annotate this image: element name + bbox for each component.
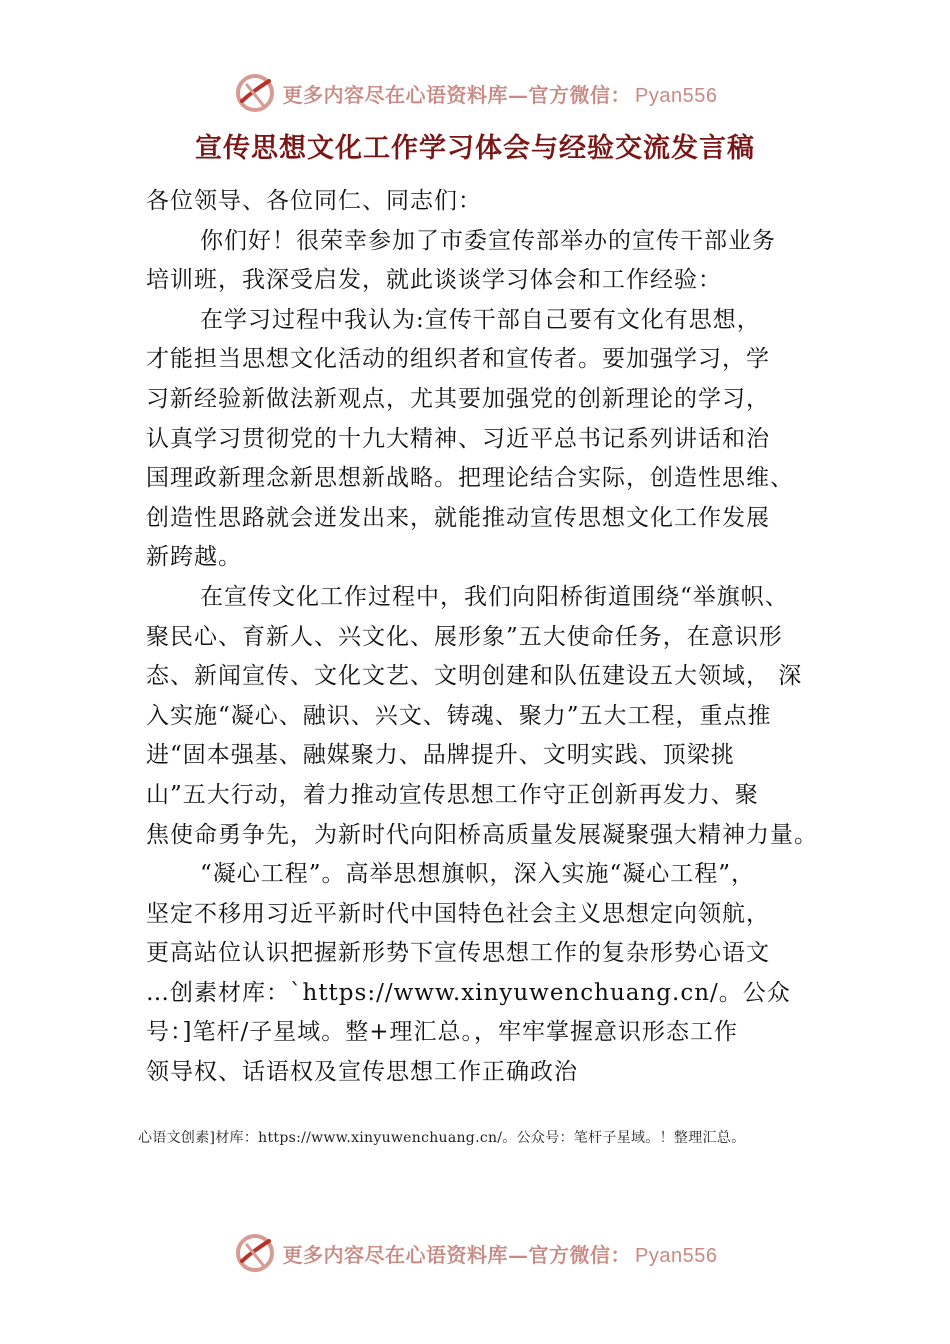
header-banner <box>0 68 950 118</box>
body-line: 更高站位认识把握新形势下宣传思想工作的复杂形势心语文 <box>146 940 770 967</box>
body-line: 你们好！很荣幸参加了市委宣传部举办的宣传干部业务 <box>200 227 776 254</box>
page-title: 宣传思想文化工作学习体会与经验交流发言稿 <box>195 133 755 164</box>
body-line: 新跨越。 <box>146 544 242 571</box>
body-line: 在宣传文化工作过程中，我们向阳桥街道围绕“举旗帜、 <box>200 583 789 610</box>
body-line: 各位领导、各位同仁、同志们： <box>146 188 482 214</box>
brush-logo-icon <box>233 71 277 115</box>
footnote-text: 心语文创素]材库：https://www.xinyuwenchuang.cn/。公众号：笔杆子星域。！整理汇总。 <box>138 1130 746 1146</box>
body-line: 才能担当思想文化活动的组织者和宣传者。要加强学习，学 <box>146 346 770 373</box>
document-body <box>146 182 846 1093</box>
body-line: 态、新闻宣传、文化文艺、文明创建和队伍建设五大领域， 深 <box>146 663 803 690</box>
body-line: 焦使命勇争先，为新时代向阳桥高质量发展凝聚强大精神力量。 <box>146 821 818 848</box>
body-line: 习新经验新做法新观点，尤其要加强党的创新理论的学习， <box>146 385 770 412</box>
body-line: 国理政新理念新思想新战略。把理论结合实际，创造性思维、 <box>146 465 794 492</box>
body-line: 山”五大行动，着力推动宣传思想工作守正创新再发力、聚 <box>146 781 759 808</box>
body-line: 聚民心、育新人、兴文化、展形象”五大使命任务，在意识形 <box>146 623 783 650</box>
body-line: 创造性思路就会迸发出来，就能推动宣传思想文化工作发展 <box>146 504 770 531</box>
footer-banner <box>0 1228 950 1278</box>
body-line: …创素材库：`https://www.xinyuwenchuang.cn/。公众 <box>146 979 791 1006</box>
body-line: 培训班，我深受启发，就此谈谈学习体会和工作经验： <box>146 267 722 294</box>
body-line: 入实施“凝心、融识、兴文、铸魂、聚力”五大工程，重点推 <box>146 702 772 729</box>
banner-text: 更多内容尽在心语资料库—官方微信： Pyan556 <box>282 82 718 107</box>
body-line: 在学习过程中我认为:宣传干部自己要有文化有思想， <box>200 306 761 333</box>
body-line: 认真学习贯彻党的十九大精神、习近平总书记系列讲话和治 <box>146 425 770 452</box>
body-line: 领导权、话语权及宣传思想工作正确政治 <box>146 1059 578 1086</box>
brush-logo-icon <box>233 1231 277 1275</box>
body-line: 号：]笔杆/子星域。整+理汇总。，牢牢掌握意识形态工作 <box>146 1019 738 1046</box>
body-line: “凝心工程”。高举思想旗帜，深入实施“凝心工程”， <box>200 861 756 888</box>
banner-text: 更多内容尽在心语资料库—官方微信： Pyan556 <box>282 1242 718 1267</box>
body-line: 进“固本强基、融媒聚力、品牌提升、文明实践、顶梁挑 <box>146 742 735 769</box>
body-line: 坚定不移用习近平新时代中国特色社会主义思想定向领航， <box>146 900 770 927</box>
